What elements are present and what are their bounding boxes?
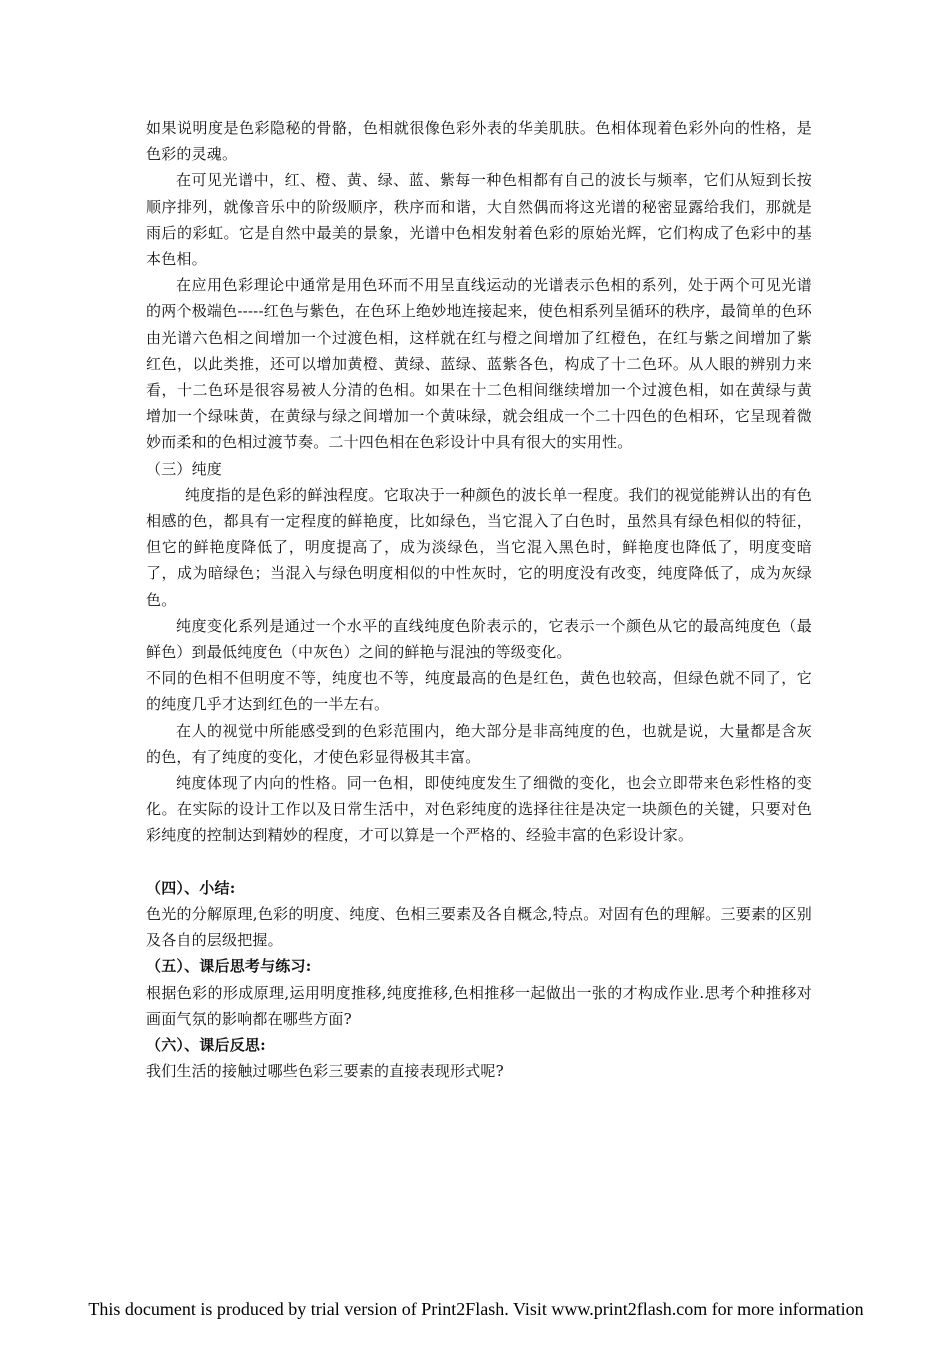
paragraph-purity-character: 纯度体现了内向的性格。同一色相，即使纯度发生了细微的变化，也会立即带来色彩性格的变化。在实际的设计工作以及日常生活中，对色彩纯度的选择往往是决定一块颜色的关键，只要对色彩纯度的控制达到精妙的程度，才可以算是一个严格的、经验丰富的色彩设计家。 (146, 774, 812, 845)
paragraph-spectrum: 在可见光谱中，红、橙、黄、绿、蓝、紫每一种色相都有自己的波长与频率，它们从短到长按顺序排列，就像音乐中的阶级顺序，秩序而和谐，大自然偶而将这光谱的秘密显露给我们，那就是雨后的彩虹。它是自然中最美的景象，光谱中色相发射着色彩的原始光辉，它们构成了色彩中的基本色相。 (146, 171, 812, 269)
paragraph-visual-range: 在人的视觉中所能感受到的色彩范围内，绝大部分是非高纯度的色，也就是说，大量都是含灰的色，有了纯度的变化，才使色彩显得极其丰富。 (146, 721, 812, 766)
section-heading-purity: （三）纯度 (146, 459, 223, 478)
reflection-heading: （六）、课后反思: (146, 1035, 266, 1054)
paragraph-purity-scale: 纯度变化系列是通过一个水平的直线纯度色阶表示的，它表示一个颜色从它的最高纯度色（最鲜色）到最低纯度色（中灰色）之间的鲜艳与混浊的等级变化。 (146, 616, 812, 662)
document-body (146, 115, 812, 1084)
summary-heading: （四）、小结: (146, 878, 236, 897)
trial-watermark-footer: This document is produced by trial version of Print2Flash. Visit www.print2flash.com for more information (88, 1299, 864, 1319)
paragraph-hue-intro: 如果说明度是色彩隐秘的骨骼，色相就很像色彩外表的华美肌肤。色相体现着色彩外向的性格，是色彩的灵魂。 (146, 119, 812, 164)
exercise-heading: （五）、课后思考与练习: (146, 957, 312, 976)
spacer (146, 849, 812, 875)
exercise-text: 根据色彩的形成原理,运用明度推移,纯度推移,色相推移一起做出一张的才构成作业.思考个种推移对画面气氛的影响都在哪些方面? (146, 983, 812, 1028)
summary-text: 色光的分解原理,色彩的明度、纯度、色相三要素及各自概念,特点。对固有色的理解。三要素的区别及各自的层级把握。 (146, 904, 812, 950)
paragraph-purity-definition: 纯度指的是色彩的鲜浊程度。它取决于一种颜色的波长单一程度。我们的视觉能辨认出的有色相感的色，都具有一定程度的鲜艳度，比如绿色，当它混入了白色时，虽然具有绿色相似的特征，但它的鲜艳度降低了，明度提高了，成为淡绿色，当它混入黑色时，鲜艳度也降低了，明度变暗了，成为暗绿色；当混入与绿色明度相似的中性灰时，它的明度没有改变，纯度降低了，成为灰绿色。 (146, 485, 812, 609)
reflection-text: 我们生活的接触过哪些色彩三要素的直接表现形式呢? (146, 1062, 504, 1081)
paragraph-purity-hues: 不同的色相不但明度不等，纯度也不等，纯度最高的色是红色，黄色也较高，但绿色就不同了，它的纯度几乎才达到红色的一半左右。 (146, 669, 812, 714)
paragraph-color-wheel: 在应用色彩理论中通常是用色环而不用呈直线运动的光谱表示色相的系列，处于两个可见光谱的两个极端色-----红色与紫色，在色环上绝妙地连接起来，使色相系列呈循环的秩序，最简单的色环由光谱六色相之间增加一个过渡色相，这样就在红与橙之间增加了红橙色，在红与紫之间增加了紫红色，以此类推，还可以增加黄橙、黄绿、蓝绿、蓝紫各色，构成了十二色环。从人眼的辨别力来看，十二色环是很容易被人分清的色相。如果在十二色相间继续增加一个过渡色相，如在黄绿与黄增加一个绿味黄，在黄绿与绿之间增加一个黄味绿，就会组成一个二十四色的色相环，它呈现着微妙而柔和的色相过渡节奏。二十四色相在色彩设计中具有很大的实用性。 (146, 276, 812, 452)
